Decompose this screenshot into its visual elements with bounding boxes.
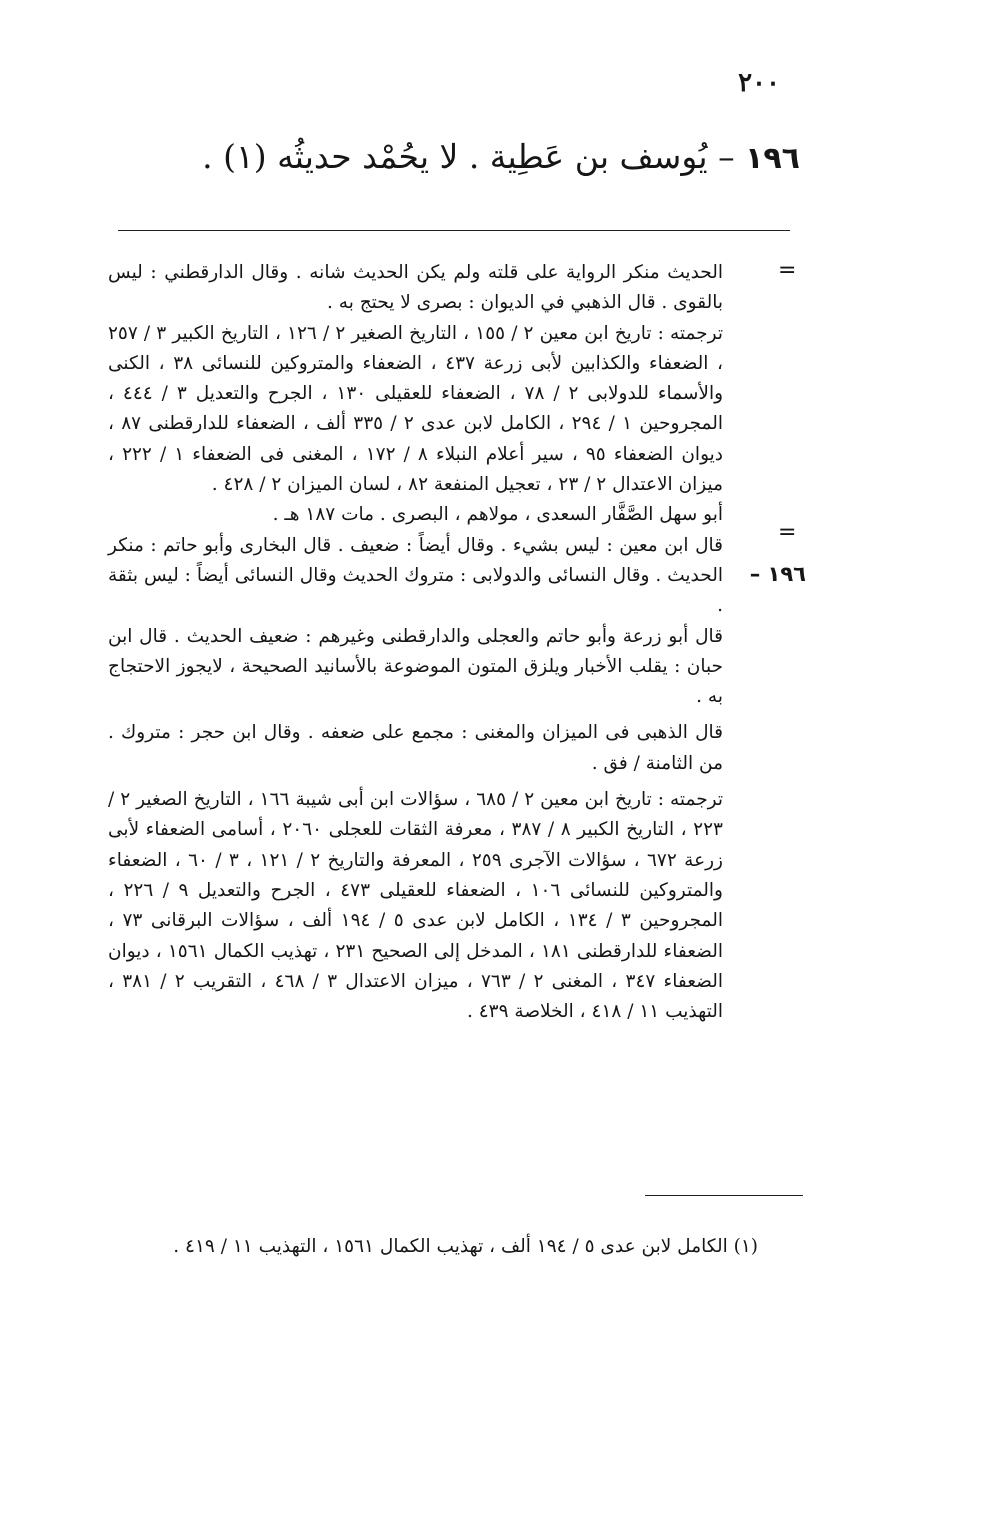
continuation-mark: = — [778, 258, 797, 283]
note-paragraph: قال ابن معين : ليس بشيء . وقال أيضاً : ضعيف . قال البخارى وأبو حاتم : منكر الحديث . وقال النسائى والدولابى : متروك الحديث وقال النسائى أيضاً : ليس بثقة . — [108, 534, 723, 617]
note-paragraph: أبو سهل الصَّفَّار السعدى ، مولاهم ، البصرى . مات ١٨٧ هـ . — [272, 504, 723, 526]
entry-number: ١٩٦ — [745, 141, 800, 176]
entry-dash: – — [718, 137, 735, 176]
note-paragraph: ترجمته : تاريخ ابن معين ٢ / ٦٨٥ ، سؤالات ابن أبى شيبة ١٦٦ ، التاريخ الصغير ٢ / ٢٢٣ ، التاريخ الكبير ٨ / ٣٨٧ ، معرفة الثقات للعجلى ٢٠٦٠ ، أسامى الضعفاء لأبى زرعة ٦٧٢ ، سؤالات الآجرى ٢٥٩ ، المعرفة والتاريخ ٢ / ١٢١ ، ٣ / ٦٠ ، الضعفاء والمتروكين للنسائى ١٠٦ ، الضعفاء للعقيلى ٤٧٣ ، الجرح والتعديل ٩ / ٢٢٦ ، المجروحين ٣ / ١٣٤ ، الكامل لابن عدى ٥ / ١٩٤ ألف ، سؤالات البرقانى ٧٣ ، الضعفاء للدارقطنى ١٨١ ، المدخل إلى الصحيح ٢٣١ ، تهذيب الكمال ١٥٦١ ، ديوان الضعفاء ٣٤٧ ، المغنى ٢ / ٧٦٣ ، ميزان الاعتدال ٣ / ٤٦٨ ، التقريب ٢ / ٣٨١ ، التهذيب ١١ / ٤١٨ ، الخلاصة ٤٣٩ . — [108, 789, 724, 1023]
main-entry — [202, 132, 800, 184]
page-number: ٢٠٠ — [738, 68, 780, 98]
prev-note-paragraph: ترجمته : تاريخ ابن معين ٢ / ١٥٥ ، التاريخ الصغير ٢ / ١٢٦ ، التاريخ الكبير ٣ / ٢٥٧ ، الضعفاء والكذابين لأبى زرعة ٤٣٧ ، الضعفاء والمتروكين للنسائى ٣٨ ، الكنى والأسماء للدولابى ٢ / ٧٨ ، الضعفاء للعقيلى ١٣٠ ، الجرح والتعديل ٣ / ٤٤٤ ، المجروحين ١ / ٢٩٤ ، الكامل لابن عدى ٢ / ٣٣٥ ألف ، الضعفاء للدارقطنى ٨٧ ، ديوان الضعفاء ٩٥ ، سير أعلام النبلاء ٨ / ١٧٢ ، المغنى فى الضعفاء ١ / ٢٢٢ ، ميزان الاعتدال ٢ / ٢٣ ، تعجيل المنفعة ٨٢ ، لسان الميزان ٢ / ٤٢٨ . — [108, 322, 724, 496]
footnote-rule — [645, 1195, 803, 1196]
note-paragraph: قال أبو زرعة وأبو حاتم والعجلى والدارقطنى وغيرهم : ضعيف الحديث . قال ابن حبان : يقلب الأخبار ويلزق المتون الموضوعة بالأسانيد الصحيحة ، لايجوز الاحتجاج به . — [108, 625, 723, 708]
continuation-mark-end: = — [778, 520, 797, 545]
prev-note-paragraph: الحديث منكر الرواية على قلته ولم يكن الحديث شانه . وقال الدارقطني : ليس بالقوى . قال الذهبي في الديوان : بصرى لا يحتج به . — [108, 262, 723, 314]
footnote: (١) الكامل لابن عدى ٥ / ١٩٤ ألف ، تهذيب الكمال ١٥٦١ ، التهذيب ١١ / ٤١٩ . — [173, 1236, 758, 1257]
notes-body — [108, 258, 723, 1027]
note-paragraph: قال الذهبى فى الميزان والمغنى : مجمع على ضعفه . وقال ابن حجر : متروك . من الثامنة / فق . — [108, 722, 723, 774]
separator-rule — [118, 230, 790, 231]
entry-text: يُوسف بن عَطِية . لا يحُمْد حديثُه (١) . — [202, 137, 708, 176]
note-entry-number: ١٩٦ – — [749, 562, 806, 586]
